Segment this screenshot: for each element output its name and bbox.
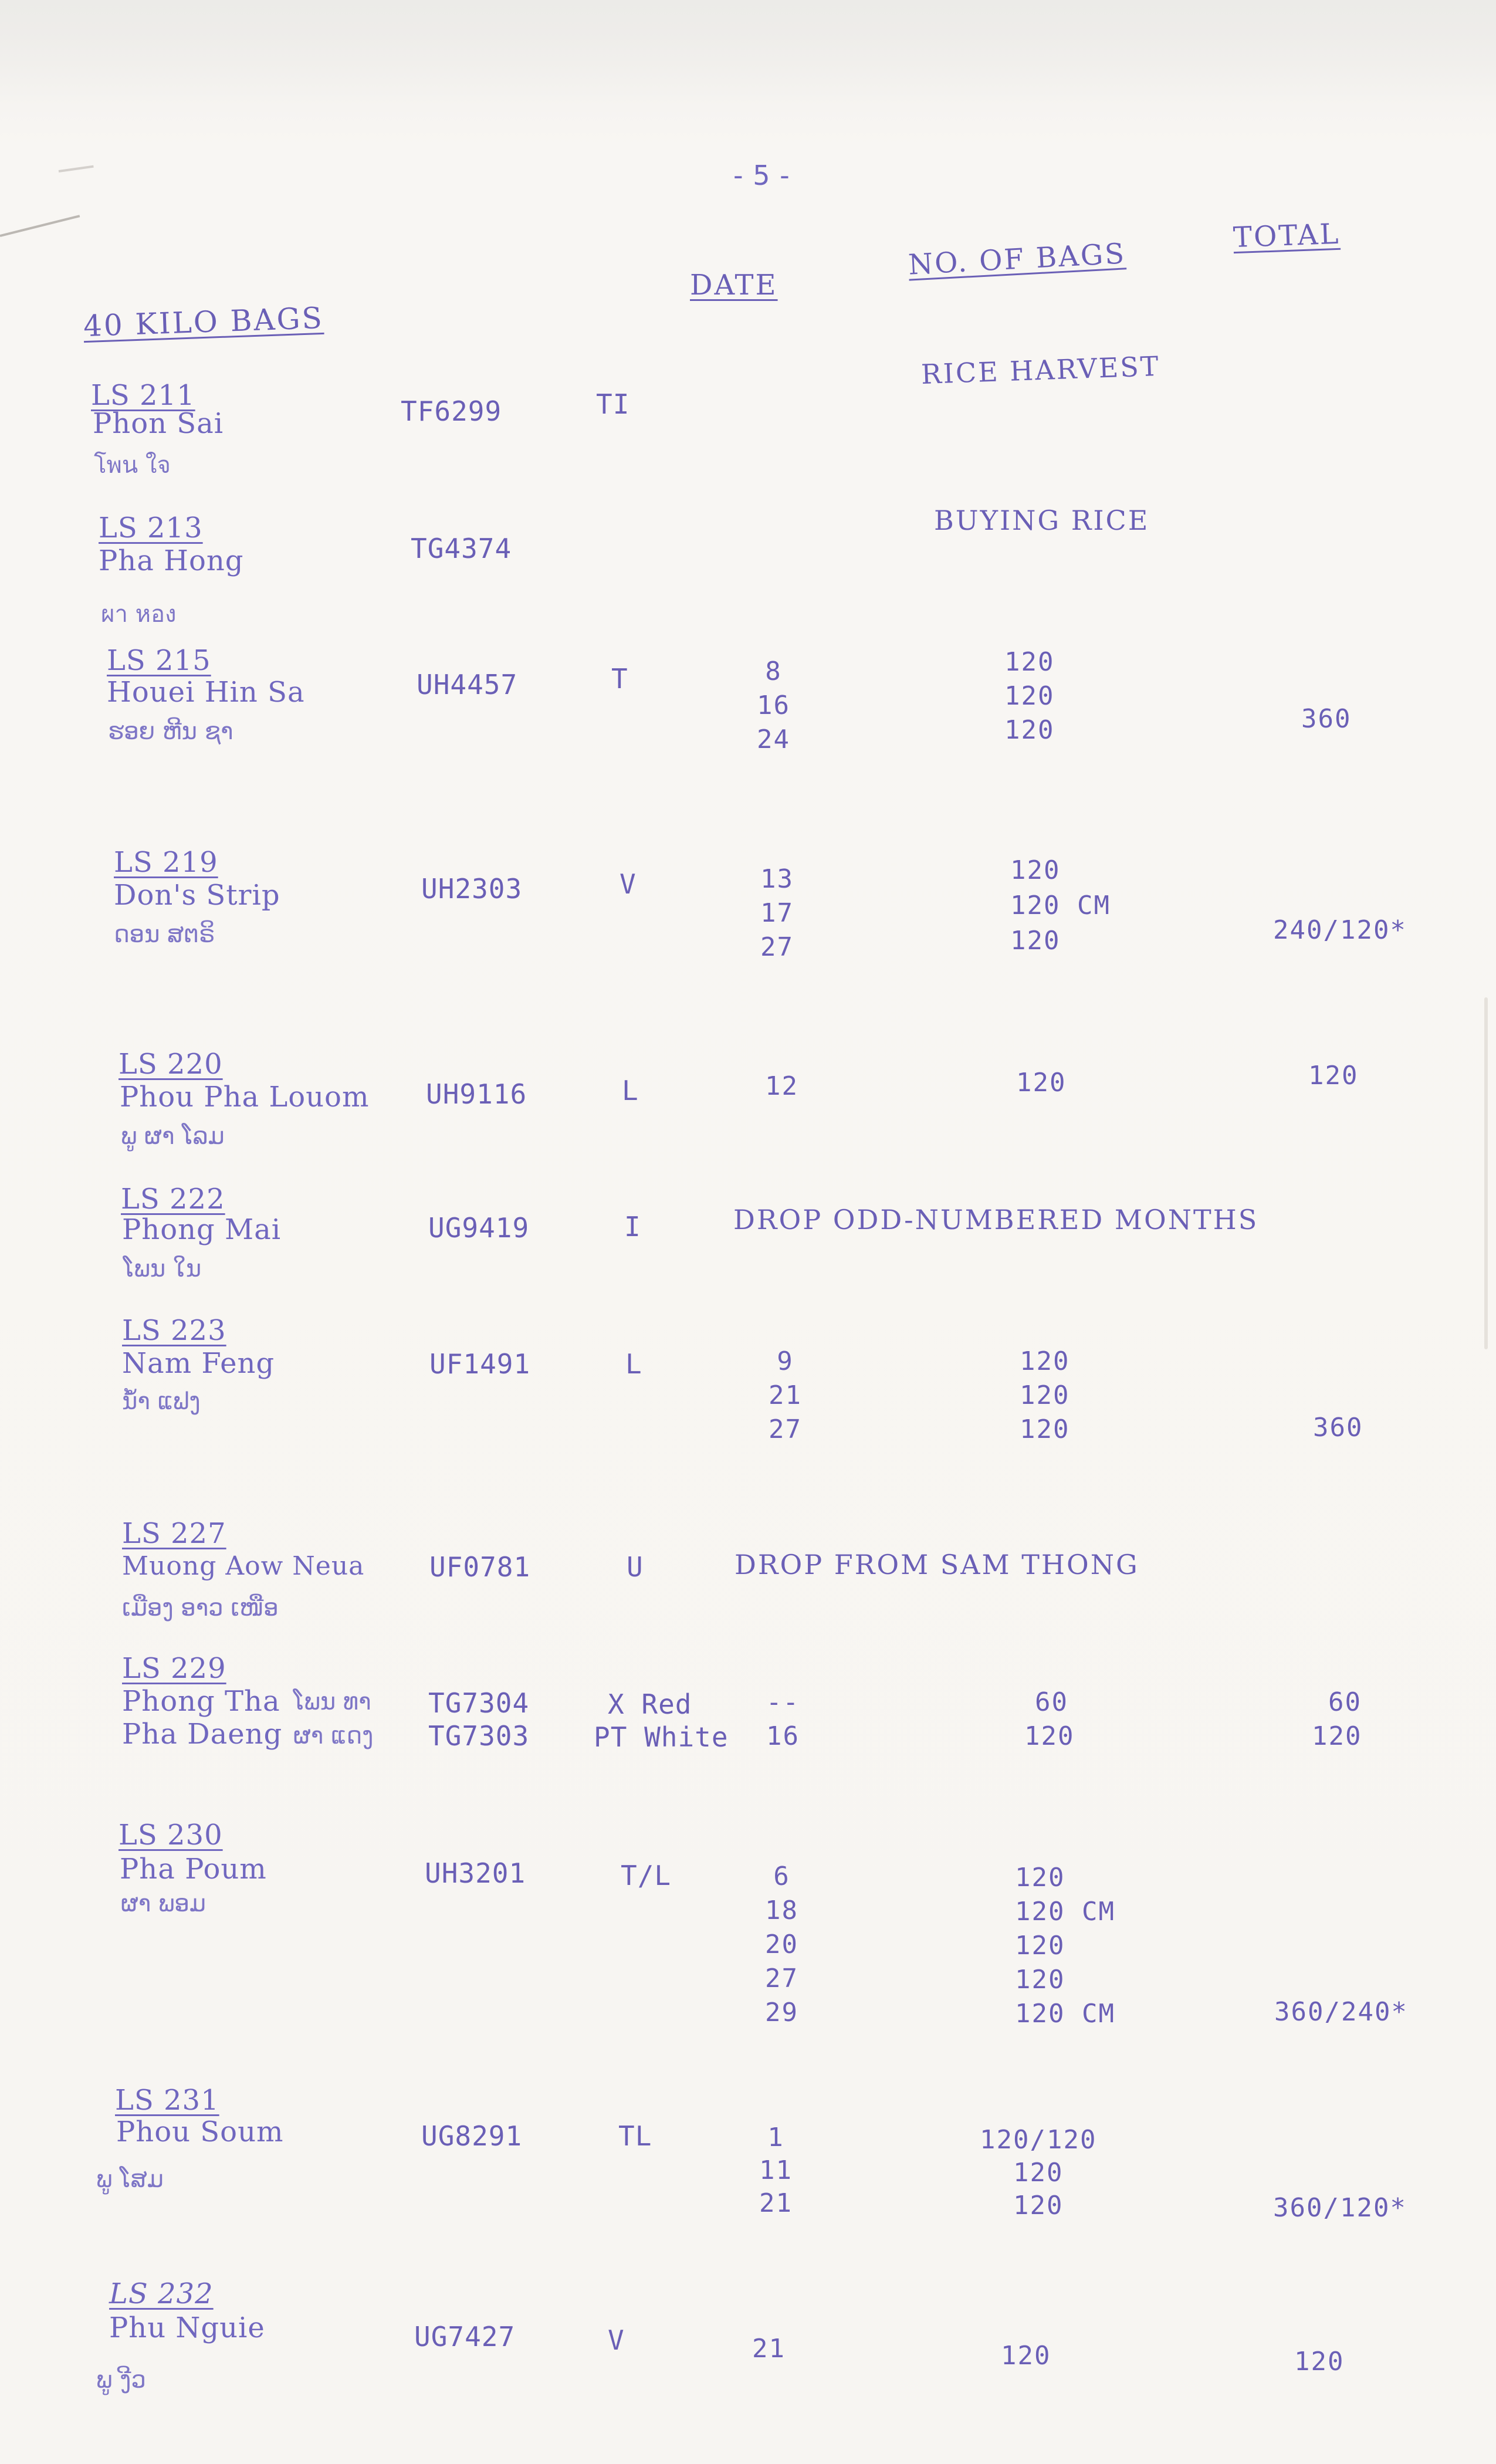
date-value: 20: [765, 1930, 798, 1959]
grid-reference-secondary: TG7303: [428, 1720, 530, 1752]
bag-count: 120: [1015, 1931, 1065, 1961]
section-title: 40 KILO BAGS: [83, 300, 324, 344]
date-column-header: DATE: [690, 269, 778, 302]
grid-reference: UH4457: [417, 669, 518, 700]
grid-reference: UH3201: [425, 1857, 526, 1889]
bag-count-list: [1020, 1345, 1069, 1447]
site-name: Nam Feng: [122, 1347, 275, 1380]
site-name-lao: ผา หอง: [101, 601, 177, 628]
site-type: X Red: [608, 1688, 692, 1720]
grid-reference: TG7304: [428, 1687, 530, 1719]
bag-count: 120: [1013, 2191, 1064, 2221]
site-type: T/L: [621, 1860, 672, 1891]
date-value: 17: [760, 898, 794, 928]
site-name: Phong Mai: [122, 1213, 282, 1246]
total-value: 120: [1308, 1061, 1359, 1091]
bag-count-list: [1010, 853, 1111, 959]
date-value: 1: [767, 2123, 784, 2152]
site-name-lao: ໂພນ ທາ: [293, 1688, 371, 1715]
site-type: T: [611, 663, 628, 695]
site-code: LS 215: [107, 644, 211, 677]
bag-count: 120: [1015, 1863, 1065, 1893]
site-code: LS 220: [119, 1048, 223, 1081]
entry-note: BUYING RICE: [934, 505, 1150, 536]
bag-count: 120: [1016, 1068, 1067, 1098]
bag-count-list: [1015, 1861, 1115, 2031]
date-value: 16: [766, 1721, 800, 1751]
date-list: [759, 2121, 793, 2220]
date-value: 27: [769, 1414, 802, 1444]
bag-count: 120: [1020, 1414, 1070, 1444]
bag-count: 60: [1035, 1687, 1068, 1717]
grid-reference: UF0781: [429, 1551, 531, 1583]
total-value: 360/120*: [1273, 2193, 1407, 2223]
site-name: Pha Poum: [120, 1853, 267, 1886]
date-value: 21: [759, 2188, 793, 2218]
site-type: TL: [618, 2120, 652, 2152]
date-value: 18: [765, 1896, 798, 1925]
site-name-lao: ດອນ ສຕຣິ: [114, 921, 215, 948]
grid-reference: UH2303: [421, 873, 523, 905]
bag-count: 120: [1013, 2158, 1064, 2188]
date-value: 9: [777, 1346, 794, 1376]
grid-reference: UG8291: [421, 2120, 523, 2152]
site-name-lao: ຜາ ພອມ: [121, 1890, 206, 1917]
bag-count-list: [1004, 645, 1054, 747]
site-code: LS 223: [122, 1314, 226, 1347]
grid-reference: UF1491: [429, 1348, 531, 1380]
grid-reference: UG7427: [414, 2321, 516, 2353]
total-value: 360: [1301, 704, 1352, 734]
bag-count: 120 CM: [1010, 891, 1111, 920]
page-number: - 5 -: [733, 160, 790, 191]
bag-count: 120: [1004, 647, 1055, 677]
total-column-header: TOTAL: [1233, 217, 1341, 255]
site-name-lao: ເມືອງ ອາວ ເໜືອ: [122, 1595, 279, 1622]
total-value: 240/120*: [1273, 915, 1407, 945]
date-list: [757, 655, 790, 757]
date-value: 21: [752, 2334, 786, 2364]
date-list: [765, 1860, 798, 2030]
site-type-secondary: PT White: [594, 1721, 729, 1753]
site-code: LS 231: [115, 2084, 219, 2117]
site-name: Houei Hin Sa: [107, 676, 305, 709]
site-code: LS 211: [91, 379, 195, 412]
site-name: Phon Sai: [93, 407, 224, 440]
site-type: V: [620, 868, 637, 900]
site-name-lao: โพน ใจ: [94, 452, 171, 479]
bag-count-list: [980, 2124, 1096, 2222]
bag-count: 120: [1024, 1721, 1075, 1751]
date-value: --: [766, 1687, 800, 1717]
site-name-lao: ພູ ງີວ: [96, 2367, 146, 2394]
date-value: 12: [765, 1071, 798, 1101]
site-name-lao: ພູ ຜາ ໂລມ: [121, 1123, 225, 1150]
site-code: LS 219: [114, 846, 218, 879]
date-value: 8: [765, 656, 782, 686]
grid-reference: UG9419: [428, 1212, 530, 1244]
total-value: 360/240*: [1274, 1997, 1408, 2027]
scan-shadow: [0, 0, 1496, 106]
bags-column-header: NO. OF BAGS: [907, 237, 1127, 282]
pen-stroke: [0, 215, 80, 237]
total-value: 60: [1328, 1687, 1362, 1717]
site-code: LS 232: [109, 2277, 214, 2310]
site-name: Phou Soum: [116, 2116, 284, 2148]
site-name: Phong Tha: [122, 1685, 280, 1718]
site-name: Phu Nguie: [109, 2311, 265, 2344]
site-name-lao: ນ້ຳ ແຟງ: [122, 1388, 201, 1415]
bag-count: 120: [1001, 2341, 1051, 2371]
bag-count: 120/120: [980, 2125, 1097, 2155]
date-value: 24: [757, 725, 790, 754]
site-name-secondary: Pha Daeng: [122, 1718, 283, 1751]
site-type: V: [608, 2324, 625, 2356]
entry-note: RICE HARVEST: [920, 350, 1161, 391]
date-value: 27: [760, 932, 794, 962]
bag-count: 120: [1020, 1380, 1070, 1410]
site-code: LS 213: [99, 512, 203, 544]
date-value: 27: [765, 1964, 798, 1993]
date-value: 13: [760, 864, 794, 894]
grid-reference: TG4374: [411, 533, 512, 564]
pen-stroke: [59, 165, 94, 172]
site-type: L: [625, 1348, 642, 1380]
bag-count: 120 CM: [1015, 1897, 1115, 1927]
site-code: LS 222: [121, 1183, 225, 1216]
entry-note: DROP FROM SAM THONG: [735, 1549, 1139, 1580]
site-type: I: [624, 1211, 641, 1243]
site-name-lao: ພູ ໂສມ: [96, 2166, 164, 2193]
site-code: LS 230: [119, 1819, 223, 1852]
bag-count: 120: [1004, 715, 1055, 745]
bag-count: 120: [1004, 681, 1055, 711]
date-list: [760, 862, 794, 964]
site-name-lao: ຮອຍ ຫີນ ຊາ: [108, 718, 233, 745]
site-code: LS 229: [122, 1652, 226, 1685]
site-name: Don's Strip: [114, 879, 280, 912]
date-value: 6: [773, 1861, 790, 1891]
site-type: L: [622, 1075, 639, 1106]
total-value: 120: [1312, 1721, 1362, 1751]
bag-count: 120: [1010, 926, 1061, 956]
date-value: 11: [759, 2155, 793, 2185]
site-name: Pha Hong: [99, 544, 244, 577]
bag-count: 120: [1015, 1965, 1065, 1995]
site-name-lao: ໂພນ ໃນ: [123, 1255, 202, 1282]
site-name: Phou Pha Louom: [120, 1081, 370, 1113]
site-name-lao-secondary: ຜາ ແດງ: [293, 1722, 374, 1749]
grid-reference: TF6299: [401, 395, 502, 427]
total-value: 360: [1313, 1413, 1363, 1443]
site-type: TI: [596, 388, 630, 420]
site-type: U: [627, 1551, 644, 1583]
date-value: 21: [769, 1380, 802, 1410]
date-value: 29: [765, 1998, 798, 2028]
bag-count: 120 CM: [1015, 1999, 1115, 2029]
site-name: Muong Aow Neua: [122, 1551, 365, 1581]
scan-artifact: [1484, 997, 1488, 1349]
date-value: 16: [757, 691, 790, 720]
bag-count: 120: [1020, 1346, 1070, 1376]
grid-reference: UH9116: [426, 1078, 527, 1110]
site-code: LS 227: [122, 1517, 226, 1550]
date-list: [769, 1345, 802, 1447]
total-value: 120: [1294, 2347, 1345, 2377]
bag-count: 120: [1010, 855, 1061, 885]
entry-note: DROP ODD-NUMBERED MONTHS: [733, 1204, 1259, 1236]
